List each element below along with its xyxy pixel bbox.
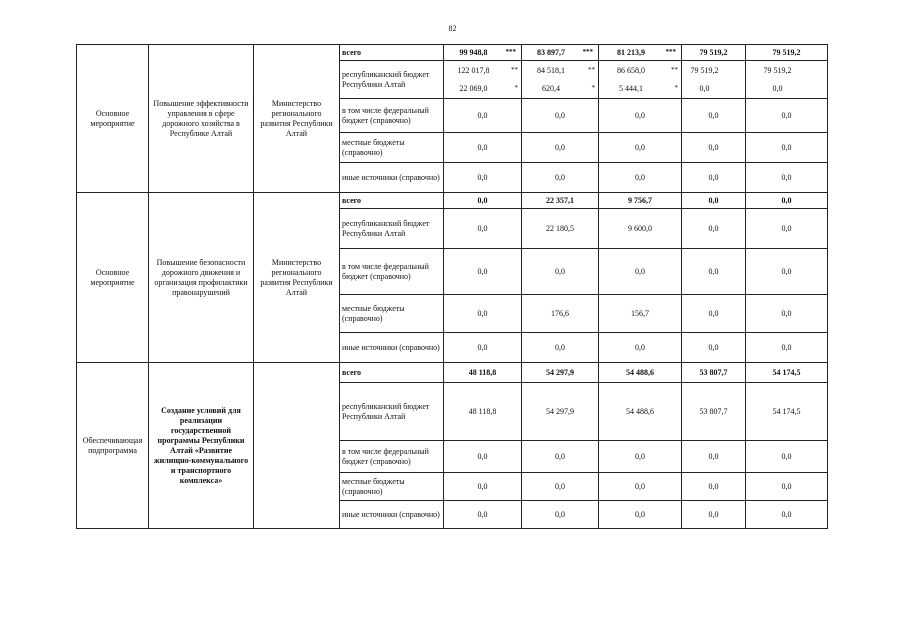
value-cell — [599, 441, 682, 473]
value-cell — [599, 163, 682, 193]
cell-value: 0,0 — [781, 308, 792, 318]
cell-value: 0,0 — [781, 142, 792, 152]
cell-value: 22 357,1 — [546, 195, 574, 205]
funding-source-cell: в том числе федеральный бюджет (справочно) — [340, 249, 444, 295]
value-cell — [746, 441, 828, 473]
value-cell — [599, 473, 682, 501]
value-with-mark — [682, 80, 745, 98]
cell-value: 54 488,6 — [626, 406, 654, 416]
value-cell — [444, 133, 522, 163]
value-with-mark — [682, 62, 745, 80]
page-number: 82 — [448, 24, 457, 33]
cell-value: 0,0 — [772, 83, 783, 93]
value-cell — [522, 295, 599, 333]
value-cell — [522, 333, 599, 363]
value-cell — [746, 99, 828, 133]
value-cell — [682, 333, 746, 363]
value-cell — [746, 295, 828, 333]
cell-value: 53 807,7 — [699, 406, 728, 416]
cell-value: 0,0 — [477, 451, 488, 461]
cell-value: 0,0 — [699, 83, 710, 93]
funding-source-cell: всего — [340, 193, 444, 209]
value-cell — [599, 383, 682, 441]
cell-value: 48 118,8 — [468, 367, 497, 377]
cell-value: 0,0 — [477, 308, 488, 318]
value-cell — [444, 209, 522, 249]
event-title-cell: Повышение безопасности дорожного движения и организация профилактики правонарушений — [149, 193, 254, 363]
value-cell — [682, 501, 746, 529]
dual-value — [522, 62, 598, 98]
value-cell — [444, 99, 522, 133]
value-cell — [746, 209, 828, 249]
funding-source-cell: местные бюджеты (справочно) — [340, 473, 444, 501]
value-cell — [682, 295, 746, 333]
value-cell — [444, 193, 522, 209]
value-cell — [599, 209, 682, 249]
cell-value: 0,0 — [635, 481, 645, 491]
value-cell — [444, 501, 522, 529]
footnote-mark: *** — [582, 48, 593, 57]
value-cell — [444, 333, 522, 363]
value-cell — [522, 133, 599, 163]
value-cell — [444, 163, 522, 193]
value-cell — [522, 163, 599, 193]
cell-value: 0,0 — [555, 142, 565, 152]
value-cell — [522, 99, 599, 133]
cell-value: 0,0 — [555, 509, 565, 519]
value-cell — [599, 333, 682, 363]
cell-value: 0,0 — [708, 223, 719, 233]
value-cell — [746, 45, 828, 61]
funding-source-cell: всего — [340, 363, 444, 383]
cell-value: 0,0 — [635, 172, 645, 182]
cell-value: 0,0 — [635, 266, 645, 276]
value-cell — [522, 249, 599, 295]
cell-value: 54 174,5 — [772, 367, 801, 377]
value-cell — [746, 383, 828, 441]
value-cell — [522, 193, 599, 209]
value-cell — [746, 501, 828, 529]
value-cell — [682, 61, 746, 99]
funding-source-cell: в том числе федеральный бюджет (справочно) — [340, 99, 444, 133]
footnote-mark: * — [591, 84, 595, 93]
cell-value: 0,0 — [477, 142, 488, 152]
cell-value: 0,0 — [555, 481, 565, 491]
cell-value: 0,0 — [477, 481, 488, 491]
value-cell — [444, 295, 522, 333]
executor-cell: Министерство регионального развития Республики Алтай — [254, 45, 340, 193]
cell-value: 0,0 — [708, 509, 719, 519]
footnote-mark: * — [514, 84, 518, 93]
cell-value: 0,0 — [477, 223, 488, 233]
cell-value: 0,0 — [555, 451, 565, 461]
cell-value: 0,0 — [555, 342, 565, 352]
cell-value: 0,0 — [781, 451, 792, 461]
value-cell — [444, 45, 522, 61]
value-with-mark — [522, 62, 598, 80]
event-title-cell: Создание условий для реализации государственной программы Республики Алтай «Развитие жилищно-коммунального и транспортного комплекса» — [149, 363, 254, 529]
cell-value: 0,0 — [708, 195, 719, 205]
funding-source-cell: республиканский бюджет Республики Алтай — [340, 383, 444, 441]
cell-value: 99 948,8 — [459, 47, 488, 57]
cell-value: 176,6 — [551, 308, 569, 318]
event-type-cell: Основное мероприятие — [77, 193, 149, 363]
value-cell — [522, 441, 599, 473]
cell-value: 53 807,7 — [699, 367, 728, 377]
value-with-mark — [522, 80, 598, 98]
funding-source-cell: иные источники (справочно) — [340, 501, 444, 529]
value-cell — [444, 441, 522, 473]
cell-value: 0,0 — [635, 509, 645, 519]
value-cell — [444, 473, 522, 501]
table-row — [77, 45, 828, 61]
event-type-cell: Основное мероприятие — [77, 45, 149, 193]
cell-value: 86 658,0 — [617, 65, 645, 75]
value-cell — [599, 363, 682, 383]
cell-value: 122 017,8 — [457, 65, 490, 75]
cell-value: 0,0 — [635, 110, 645, 120]
cell-value: 0,0 — [477, 195, 488, 205]
value-with-mark — [444, 62, 521, 80]
cell-value: 0,0 — [708, 481, 719, 491]
cell-value: 0,0 — [781, 172, 792, 182]
cell-value: 0,0 — [781, 110, 792, 120]
value-cell — [444, 249, 522, 295]
cell-value: 0,0 — [477, 110, 488, 120]
value-cell — [682, 383, 746, 441]
cell-value: 0,0 — [635, 451, 645, 461]
value-cell — [599, 61, 682, 99]
value-cell — [599, 249, 682, 295]
value-cell — [522, 363, 599, 383]
value-cell — [599, 295, 682, 333]
cell-value: 0,0 — [477, 342, 488, 352]
value-cell — [522, 473, 599, 501]
value-cell — [746, 61, 828, 99]
cell-value: 0,0 — [477, 172, 488, 182]
dual-value — [599, 62, 681, 98]
cell-value: 79 519,2 — [690, 65, 719, 75]
value-cell — [682, 473, 746, 501]
cell-value: 54 297,9 — [546, 406, 574, 416]
value-cell — [599, 99, 682, 133]
cell-value: 54 488,6 — [626, 367, 654, 377]
event-type-cell: Обеспечивающая подпрограмма — [77, 363, 149, 529]
table-row — [77, 363, 828, 383]
value-cell — [599, 501, 682, 529]
footnote-mark: ** — [588, 66, 595, 75]
funding-source-cell: иные источники (справочно) — [340, 333, 444, 363]
budget-table — [76, 44, 828, 529]
value-cell — [522, 61, 599, 99]
value-cell — [682, 193, 746, 209]
value-with-mark — [599, 80, 681, 98]
cell-value: 0,0 — [708, 266, 719, 276]
funding-source-cell: местные бюджеты (справочно) — [340, 295, 444, 333]
cell-value: 22 069,0 — [459, 83, 488, 93]
cell-value: 79 519,2 — [699, 47, 728, 57]
footnote-mark: ** — [671, 66, 678, 75]
value-cell — [746, 163, 828, 193]
cell-value: 0,0 — [781, 481, 792, 491]
executor-cell — [254, 363, 340, 529]
cell-value: 0,0 — [781, 266, 792, 276]
table-row — [77, 193, 828, 209]
value-cell — [599, 193, 682, 209]
cell-value: 0,0 — [781, 509, 792, 519]
cell-value: 84 518,1 — [537, 65, 565, 75]
cell-value: 81 213,9 — [617, 47, 645, 57]
value-cell — [682, 363, 746, 383]
cell-value: 0,0 — [555, 172, 565, 182]
value-cell — [682, 133, 746, 163]
value-cell — [682, 163, 746, 193]
value-cell — [746, 133, 828, 163]
value-cell — [746, 249, 828, 295]
value-with-mark — [444, 80, 521, 98]
funding-source-cell: в том числе федеральный бюджет (справочно) — [340, 441, 444, 473]
value-cell — [746, 473, 828, 501]
value-cell — [444, 383, 522, 441]
cell-value: 0,0 — [477, 266, 488, 276]
funding-source-cell: местные бюджеты (справочно) — [340, 133, 444, 163]
footnote-mark: *** — [505, 48, 516, 57]
funding-source-cell: республиканский бюджет Республики Алтай — [340, 61, 444, 99]
cell-value: 0,0 — [708, 451, 719, 461]
cell-value: 9 756,7 — [628, 195, 652, 205]
cell-value: 0,0 — [781, 223, 792, 233]
value-cell — [682, 209, 746, 249]
value-with-mark — [446, 48, 519, 58]
cell-value: 0,0 — [708, 172, 719, 182]
value-cell — [522, 209, 599, 249]
value-cell — [682, 45, 746, 61]
cell-value: 48 118,8 — [468, 406, 497, 416]
cell-value: 9 600,0 — [628, 223, 652, 233]
value-with-mark — [746, 62, 827, 80]
cell-value: 54 297,9 — [546, 367, 574, 377]
cell-value: 0,0 — [708, 308, 719, 318]
value-with-mark — [601, 48, 679, 58]
value-with-mark — [746, 80, 827, 98]
cell-value: 0,0 — [781, 195, 792, 205]
value-cell — [682, 441, 746, 473]
dual-value — [682, 62, 745, 98]
funding-source-cell: иные источники (справочно) — [340, 163, 444, 193]
value-cell — [444, 61, 522, 99]
cell-value: 0,0 — [781, 342, 792, 352]
value-with-mark — [524, 48, 596, 58]
cell-value: 83 897,7 — [537, 47, 565, 57]
value-with-mark — [599, 62, 681, 80]
funding-source-cell: всего — [340, 45, 444, 61]
value-cell — [682, 99, 746, 133]
funding-source-cell: республиканский бюджет Республики Алтай — [340, 209, 444, 249]
cell-value: 156,7 — [631, 308, 649, 318]
cell-value: 620,4 — [542, 83, 560, 93]
cell-value: 0,0 — [555, 266, 565, 276]
cell-value: 0,0 — [635, 142, 645, 152]
value-cell — [522, 501, 599, 529]
cell-value: 22 180,5 — [546, 223, 574, 233]
dual-value — [746, 62, 827, 98]
cell-value: 0,0 — [635, 342, 645, 352]
cell-value: 54 174,5 — [772, 406, 801, 416]
cell-value: 0,0 — [555, 110, 565, 120]
event-title-cell: Повышение эффективности управления в сфере дорожного хозяйства в Республике Алтай — [149, 45, 254, 193]
cell-value: 0,0 — [477, 509, 488, 519]
cell-value: 79 519,2 — [772, 47, 801, 57]
value-cell — [746, 363, 828, 383]
cell-value: 0,0 — [708, 342, 719, 352]
footnote-mark: * — [674, 84, 678, 93]
value-cell — [746, 193, 828, 209]
cell-value: 79 519,2 — [763, 65, 792, 75]
executor-cell: Министерство регионального развития Республики Алтай — [254, 193, 340, 363]
value-cell — [522, 383, 599, 441]
value-cell — [522, 45, 599, 61]
value-cell — [682, 249, 746, 295]
value-cell — [746, 333, 828, 363]
value-cell — [444, 363, 522, 383]
footnote-mark: ** — [511, 66, 518, 75]
value-cell — [599, 45, 682, 61]
footnote-mark: *** — [665, 48, 676, 57]
cell-value: 5 444,1 — [619, 83, 643, 93]
dual-value — [444, 62, 521, 98]
value-cell — [599, 133, 682, 163]
cell-value: 0,0 — [708, 110, 719, 120]
cell-value: 0,0 — [708, 142, 719, 152]
